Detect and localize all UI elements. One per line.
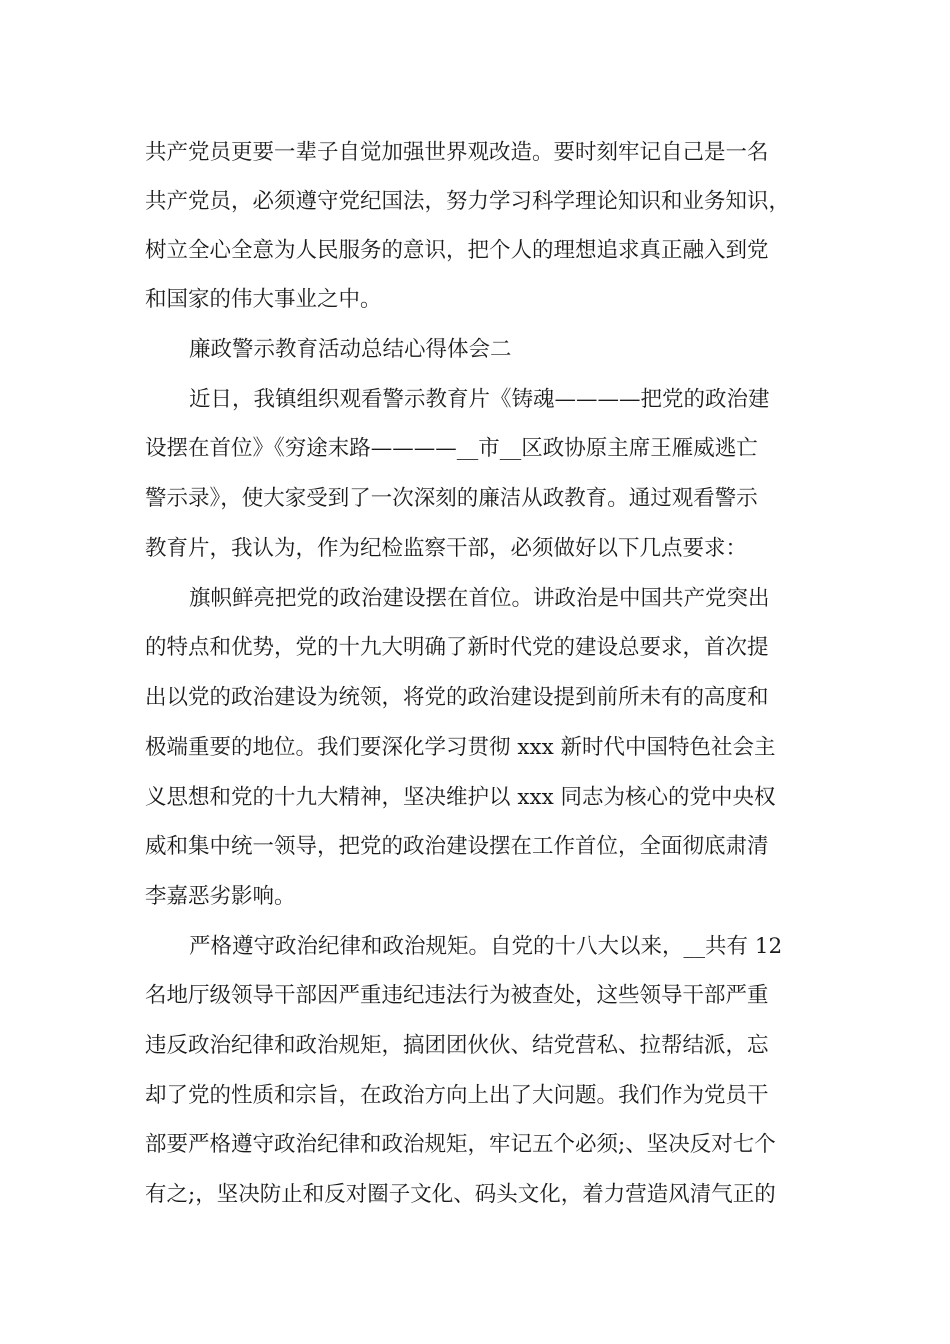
text-line: 部要严格遵守政治纪律和政治规矩，牢记五个必须;、坚决反对七个 xyxy=(145,1132,776,1157)
text-line: 威和集中统一领导，把党的政治建设摆在工作首位，全面彻底肃清 xyxy=(145,834,769,859)
section-heading: 廉政警示教育活动总结心得体会二 xyxy=(189,337,512,362)
text-line: 却了党的性质和宗旨，在政治方向上出了大问题。我们作为党员干 xyxy=(145,1083,769,1108)
text-line: 教育片，我认为，作为纪检监察干部，必须做好以下几点要求： xyxy=(145,536,748,561)
text-line: 共产党员，必须遵守党纪国法，努力学习科学理论知识和业务知识， xyxy=(145,189,791,214)
text-line: 设摆在首位》《穷途末路————__市__区政协原主席王雁威逃亡 xyxy=(145,436,758,461)
text-line: 和国家的伟大事业之中。 xyxy=(145,287,382,312)
text-line: 树立全心全意为人民服务的意识，把个人的理想追求真正融入到党 xyxy=(145,238,769,263)
text-line: 共产党员更要一辈子自觉加强世界观改造。要时刻牢记自己是一名 xyxy=(145,140,769,165)
text-line: 警示录》，使大家受到了一次深刻的廉洁从政教育。通过观看警示 xyxy=(145,486,758,511)
text-line: 的特点和优势，党的十九大明确了新时代党的建设总要求，首次提 xyxy=(145,635,769,660)
text-line: 严格遵守政治纪律和政治规矩。自党的十八大以来，__共有 12 xyxy=(189,934,783,959)
text-line: 名地厅级领导干部因严重违纪违法行为被查处，这些领导干部严重 xyxy=(145,983,769,1008)
text-line: 近日，我镇组织观看警示教育片《铸魂————把党的政治建 xyxy=(189,387,770,412)
text-line: 违反政治纪律和政治规矩，搞团团伙伙、结党营私、拉帮结派，忘 xyxy=(145,1033,769,1058)
text-line: 出以党的政治建设为统领，将党的政治建设提到前所未有的高度和 xyxy=(145,685,769,710)
text-line: 有之;，坚决防止和反对圈子文化、码头文化，着力营造风清气正的 xyxy=(145,1182,776,1207)
text-line: 义思想和党的十九大精神，坚决维护以 xxx 同志为核心的党中央权 xyxy=(145,785,776,810)
text-line: 极端重要的地位。我们要深化学习贯彻 xxx 新时代中国特色社会主 xyxy=(145,735,776,760)
text-line: 李嘉恶劣影响。 xyxy=(145,884,296,909)
text-line: 旗帜鲜亮把党的政治建设摆在首位。讲政治是中国共产党突出 xyxy=(189,586,770,611)
